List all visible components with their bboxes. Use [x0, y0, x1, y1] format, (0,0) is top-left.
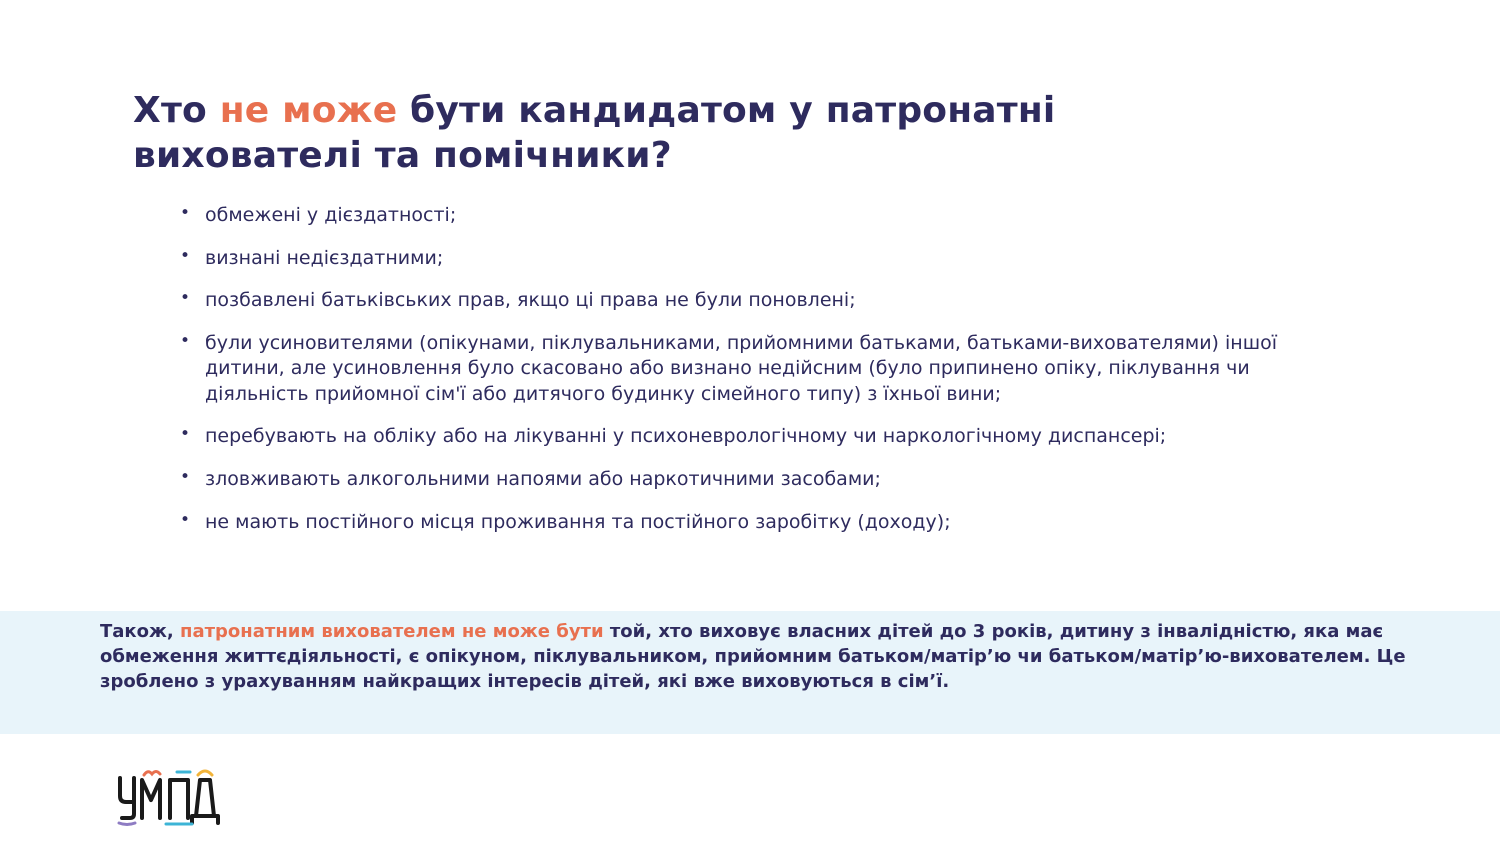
title-accent: не може	[219, 90, 398, 131]
list-item: • зловживають алкогольними напоями або наркотичними засобами;	[178, 467, 1338, 492]
title-part-2: бути кандидатом у патронатні вихователі та помічники?	[133, 90, 1056, 176]
list-item: • обмежені у дієздатності;	[178, 203, 1338, 228]
umpd-logo-icon	[114, 766, 224, 828]
list-item: • були усиновителями (опікунами, піклувальниками, прийомними батьками, батьками-вихователями) іншої дитини, але усиновлення було скасовано або визнано недійсним (було припинено опіку, піклування чи діяльність прийомної сім'ї або дитячого будинку сімейного типу) з їхньої вини;	[178, 331, 1338, 407]
list-item: • перебувають на обліку або на лікуванні у психоневрологічному чи наркологічному диспансері;	[178, 424, 1338, 449]
list-item: • позбавлені батьківських прав, якщо ці права не були поновлені;	[178, 288, 1338, 313]
note-part-2: той, хто виховує власних дітей до 3 років, дитину з інвалідністю, яка має обмеження життєдіяльності, є опікуном, піклувальником, прийомним батьком/матір’ю чи батьком/матір’ю-вихователем. Це зроблено з урахуванням найкращих інтересів дітей, які вже виховуються в сім’ї.	[100, 621, 1406, 692]
note-accent: патронатним вихователем не може бути	[180, 621, 604, 642]
title-part-1: Хто	[133, 90, 220, 131]
list-item: • не мають постійного місця проживання та постійного заробітку (доходу);	[178, 510, 1338, 535]
note-part-1: Також,	[100, 621, 181, 642]
list-item: • визнані недієздатними;	[178, 246, 1338, 271]
restrictions-list	[178, 203, 1338, 552]
page-title	[133, 88, 1233, 178]
note-text	[100, 619, 1410, 694]
